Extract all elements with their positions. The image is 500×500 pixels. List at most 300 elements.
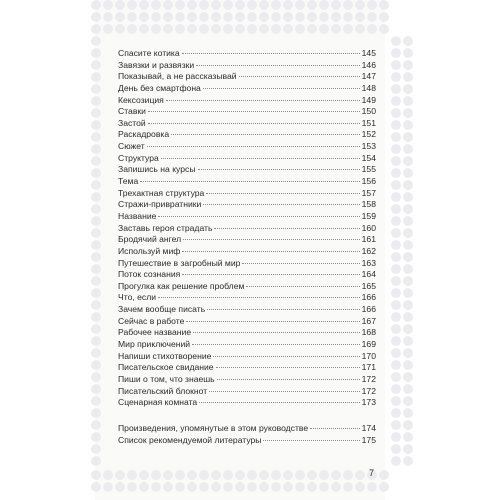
toc-entry	[118, 176, 376, 188]
decorative-dot	[391, 264, 401, 274]
decorative-dot	[403, 396, 413, 406]
toc-dot-leader	[182, 53, 360, 54]
toc-entry-title: Список рекомендуемой литературы	[118, 434, 262, 445]
decorative-dot	[403, 84, 413, 94]
decorative-dot	[331, 0, 341, 10]
decorative-dot	[151, 470, 161, 480]
decorative-dot	[151, 24, 161, 34]
decorative-dot	[91, 348, 101, 358]
decorative-dot	[391, 360, 401, 370]
decorative-dot	[91, 12, 101, 22]
decorative-dot	[91, 470, 101, 480]
decorative-dot	[403, 240, 413, 250]
decorative-dot	[91, 0, 101, 10]
decorative-dot	[199, 482, 209, 492]
decorative-dot	[391, 408, 401, 418]
decorative-dot	[343, 12, 353, 22]
toc-dot-leader	[203, 88, 360, 89]
toc-dot-leader	[196, 65, 359, 66]
decorative-dot	[175, 0, 185, 10]
toc-dot-leader	[193, 332, 360, 333]
decorative-dot	[91, 216, 101, 226]
toc-dot-leader	[192, 344, 360, 345]
decorative-dot	[403, 336, 413, 346]
decorative-dot	[295, 12, 305, 22]
decorative-dot	[391, 276, 401, 286]
decorative-dot	[103, 482, 113, 492]
decorative-dot	[91, 24, 101, 34]
decorative-dot	[91, 180, 101, 190]
decorative-dot	[319, 0, 329, 10]
decorative-dot	[391, 180, 401, 190]
toc-entry-page: 159	[361, 210, 376, 221]
decorative-dot	[283, 0, 293, 10]
toc-entry-page: 156	[361, 176, 376, 187]
decorative-dot	[223, 0, 233, 10]
decorative-dot	[139, 24, 149, 34]
decorative-dot	[103, 12, 113, 22]
decorative-dot	[391, 288, 401, 298]
decorative-dot	[163, 24, 173, 34]
decorative-dot	[283, 12, 293, 22]
decorative-dot	[271, 12, 281, 22]
toc-entry-page: 155	[361, 164, 376, 175]
decorative-dot	[403, 300, 413, 310]
decorative-dot	[403, 276, 413, 286]
decorative-dot	[379, 0, 389, 10]
decorative-dot	[91, 300, 101, 310]
toc-dot-leader	[148, 111, 360, 112]
decorative-dot	[307, 24, 317, 34]
decorative-dot	[127, 12, 137, 22]
toc-dot-leader	[148, 123, 360, 124]
decorative-dot	[91, 420, 101, 430]
toc-dot-leader	[198, 169, 360, 170]
decorative-dot	[175, 470, 185, 480]
decorative-dot	[391, 372, 401, 382]
decorative-dot	[151, 0, 161, 10]
toc-entry-title: Структура	[118, 152, 159, 163]
decorative-dot	[343, 470, 353, 480]
toc-entry-title: Ставки	[118, 106, 146, 117]
decorative-dot	[91, 228, 101, 238]
decorative-dot	[403, 96, 413, 106]
decorative-dot	[247, 470, 257, 480]
decorative-dot	[403, 204, 413, 214]
decorative-dot	[307, 0, 317, 10]
decorative-dot	[403, 228, 413, 238]
toc-entry-page: 163	[361, 257, 376, 268]
decorative-dot	[91, 312, 101, 322]
decorative-dot	[403, 180, 413, 190]
decorative-dot	[91, 204, 101, 214]
toc-entry	[118, 153, 376, 165]
toc-entry-page: 175	[361, 434, 376, 445]
decorative-dot	[403, 132, 413, 142]
decorative-dot	[91, 144, 101, 154]
toc-entry	[118, 129, 376, 141]
decorative-dot	[91, 240, 101, 250]
toc-entry-page: 172	[361, 373, 376, 384]
toc-entry	[118, 164, 376, 176]
decorative-dot	[391, 72, 401, 82]
toc-entry	[118, 234, 376, 246]
decorative-dot	[223, 24, 233, 34]
toc-entry	[118, 60, 376, 72]
toc-entry	[118, 327, 376, 339]
toc-entry-page: 171	[361, 362, 376, 373]
decorative-dot	[127, 0, 137, 10]
decorative-dot	[247, 482, 257, 492]
decorative-dot	[391, 144, 401, 154]
decorative-dot	[391, 120, 401, 130]
decorative-dot	[403, 360, 413, 370]
decorative-dot	[223, 482, 233, 492]
toc-entry-title: Тема	[118, 176, 139, 187]
toc-entry	[118, 339, 376, 351]
decorative-dot	[199, 24, 209, 34]
decorative-dot	[187, 24, 197, 34]
decorative-dot	[391, 456, 401, 466]
decorative-dot	[319, 482, 329, 492]
toc-entry-title: Показывай, а не рассказывай	[118, 71, 237, 82]
decorative-dot	[307, 470, 317, 480]
decorative-dot	[187, 12, 197, 22]
decorative-dot	[403, 288, 413, 298]
toc-entry	[118, 269, 376, 281]
decorative-dot	[127, 24, 137, 34]
decorative-dot	[403, 216, 413, 226]
decorative-dot	[91, 288, 101, 298]
decorative-dot	[235, 0, 245, 10]
toc-entry-title: Что, если	[118, 292, 157, 303]
decorative-dot	[187, 470, 197, 480]
decorative-dot	[223, 470, 233, 480]
toc-dot-leader	[171, 134, 360, 135]
decorative-dot	[199, 12, 209, 22]
decorative-dot	[367, 12, 377, 22]
decorative-dot	[403, 144, 413, 154]
toc-entry	[118, 386, 376, 398]
toc-entry	[118, 374, 376, 386]
toc-entry-page: 152	[361, 129, 376, 140]
toc-dot-leader	[203, 204, 359, 205]
toc-entry	[118, 292, 376, 304]
toc-entry-title: Зачем вообще писать	[118, 304, 206, 315]
decorative-dot	[367, 482, 377, 492]
decorative-dot	[295, 470, 305, 480]
toc-entry-page: 149	[361, 94, 376, 105]
decorative-dot	[391, 240, 401, 250]
decorative-dot	[403, 192, 413, 202]
toc-entry-title: Прогулка как решение проблем	[118, 280, 245, 291]
decorative-dot	[283, 470, 293, 480]
toc-dot-leader	[216, 367, 360, 368]
page-number: 7	[369, 468, 375, 478]
decorative-dot	[235, 482, 245, 492]
decorative-dot	[247, 12, 257, 22]
decorative-dot	[91, 276, 101, 286]
toc-dot-leader	[158, 216, 359, 217]
decorative-dot	[91, 120, 101, 130]
decorative-dot	[283, 482, 293, 492]
toc-dot-leader	[166, 100, 360, 101]
decorative-dot	[367, 0, 377, 10]
decorative-dot	[403, 168, 413, 178]
toc-entry-title: Мир приключений	[118, 339, 191, 350]
toc-dot-leader	[239, 76, 360, 77]
decorative-dot	[187, 0, 197, 10]
toc-entry-page: 164	[361, 269, 376, 280]
toc-entry-title: Произведения, упомянутые в этом руководстве	[118, 422, 309, 433]
toc-entry-title: Кексозиция	[118, 94, 164, 105]
decorative-dot	[115, 12, 125, 22]
toc-dot-leader	[217, 379, 360, 380]
decorative-dot	[391, 84, 401, 94]
decorative-dot	[163, 470, 173, 480]
decorative-dot	[91, 408, 101, 418]
toc-entry-title: Пиши о том, что знаешь	[118, 373, 215, 384]
decorative-dot	[403, 324, 413, 334]
decorative-dot	[391, 432, 401, 442]
toc-entry-title: День без смартфона	[118, 82, 201, 93]
decorative-dot	[139, 0, 149, 10]
toc-entry-page: 161	[361, 234, 376, 245]
decorative-dot	[379, 470, 389, 480]
decorative-dot	[91, 108, 101, 118]
decorative-dot	[91, 156, 101, 166]
decorative-dot	[139, 470, 149, 480]
decorative-dot	[103, 470, 113, 480]
decorative-dot	[403, 432, 413, 442]
decorative-dot	[271, 470, 281, 480]
decorative-dot	[91, 360, 101, 370]
decorative-dot	[403, 72, 413, 82]
decorative-dot	[235, 470, 245, 480]
decorative-dot	[391, 96, 401, 106]
toc-dot-leader	[182, 274, 359, 275]
toc-entry-title: Спасите котика	[118, 48, 180, 58]
toc-entry	[118, 48, 376, 60]
decorative-dot	[91, 372, 101, 382]
toc-entry-page: 151	[361, 117, 376, 128]
toc-entry	[118, 199, 376, 211]
toc-entry	[118, 118, 376, 130]
toc-dot-leader	[186, 321, 359, 322]
decorative-dot	[91, 252, 101, 262]
toc-entry-page: 169	[361, 339, 376, 350]
decorative-dot	[403, 444, 413, 454]
toc-entry	[118, 106, 376, 118]
decorative-dot	[199, 470, 209, 480]
toc-entry-page: 166	[361, 292, 376, 303]
toc-entry-page: 167	[361, 315, 376, 326]
decorative-dot	[223, 12, 233, 22]
decorative-dot	[91, 264, 101, 274]
decorative-dot	[175, 24, 185, 34]
decorative-dot	[91, 444, 101, 454]
decorative-dot	[391, 300, 401, 310]
toc-entry	[118, 188, 376, 200]
toc-dot-leader	[158, 297, 360, 298]
toc-appendix-list	[118, 423, 376, 446]
toc-entry	[118, 435, 376, 447]
toc-entry-title: Поток сознания	[118, 269, 181, 280]
toc-entry-title: Название	[118, 210, 157, 221]
decorative-dot	[331, 470, 341, 480]
decorative-dot	[403, 456, 413, 466]
toc-entry-page: 146	[361, 59, 376, 70]
decorative-dot	[391, 420, 401, 430]
toc-entry-title: Путешествие в загробный мир	[118, 257, 241, 268]
decorative-dot	[91, 36, 101, 46]
decorative-dot	[319, 24, 329, 34]
toc-dot-leader	[199, 402, 359, 403]
decorative-dot	[211, 482, 221, 492]
decorative-dot	[391, 348, 401, 358]
decorative-dot	[91, 72, 101, 82]
decorative-dot	[295, 482, 305, 492]
decorative-dot	[355, 470, 365, 480]
decorative-dot	[403, 408, 413, 418]
decorative-dot	[211, 24, 221, 34]
decorative-dot	[307, 482, 317, 492]
decorative-dot	[391, 384, 401, 394]
toc-entry	[118, 304, 376, 316]
toc-entry-title: Стражи-привратники	[118, 199, 202, 210]
toc-dot-leader	[209, 391, 359, 392]
toc-main-list	[118, 48, 376, 409]
decorative-dot	[355, 482, 365, 492]
toc-entry-page: 150	[361, 106, 376, 117]
toc-entry	[118, 397, 376, 409]
decorative-dot	[391, 192, 401, 202]
decorative-dot	[391, 216, 401, 226]
toc-entry	[118, 95, 376, 107]
decorative-dot	[403, 120, 413, 130]
toc-entry-title: Завязки и развязки	[118, 59, 195, 70]
decorative-dot	[91, 60, 101, 70]
decorative-dot	[187, 482, 197, 492]
toc-dot-leader	[310, 428, 360, 429]
decorative-dot	[271, 0, 281, 10]
decorative-dot	[163, 0, 173, 10]
decorative-dot	[343, 0, 353, 10]
toc-entry	[118, 141, 376, 153]
decorative-dot	[259, 24, 269, 34]
decorative-dot	[259, 482, 269, 492]
decorative-dot	[271, 24, 281, 34]
toc-section-gap	[118, 409, 376, 423]
toc-entry-page: 148	[361, 82, 376, 93]
toc-dot-leader	[182, 251, 359, 252]
toc-entry-page: 170	[361, 350, 376, 361]
decorative-dot	[271, 482, 281, 492]
decorative-dot	[295, 0, 305, 10]
decorative-dot	[163, 482, 173, 492]
toc-dot-leader	[246, 286, 359, 287]
decorative-dot	[91, 192, 101, 202]
decorative-dot	[91, 168, 101, 178]
decorative-dot	[307, 12, 317, 22]
decorative-dot	[391, 324, 401, 334]
toc-entry-title: Трехактная структура	[118, 187, 205, 198]
toc-entry	[118, 246, 376, 258]
toc-entry-page: 145	[361, 48, 376, 58]
toc-entry-title: Используй миф	[118, 245, 181, 256]
decorative-dot	[391, 396, 401, 406]
toc-entry	[118, 281, 376, 293]
decorative-dot	[403, 36, 413, 46]
decorative-dot	[91, 384, 101, 394]
table-of-contents	[118, 48, 376, 446]
decorative-dot	[127, 482, 137, 492]
toc-entry	[118, 223, 376, 235]
toc-entry-page: 165	[361, 280, 376, 291]
decorative-dot	[331, 12, 341, 22]
toc-entry-title: Бродячий ангел	[118, 234, 182, 245]
toc-entry-title: Напиши стихотворение	[118, 350, 212, 361]
toc-entry-page: 157	[361, 187, 376, 198]
decorative-dot	[91, 132, 101, 142]
toc-dot-leader	[214, 228, 359, 229]
decorative-dot	[115, 0, 125, 10]
toc-dot-leader	[183, 239, 360, 240]
toc-dot-leader	[213, 356, 359, 357]
decorative-dot	[175, 12, 185, 22]
toc-entry-page: 160	[361, 222, 376, 233]
toc-entry	[118, 83, 376, 95]
toc-dot-leader	[161, 158, 360, 159]
decorative-dot	[211, 0, 221, 10]
toc-dot-leader	[242, 263, 359, 264]
decorative-dot	[211, 12, 221, 22]
decorative-dot	[403, 372, 413, 382]
decorative-dot	[403, 48, 413, 58]
toc-entry	[118, 316, 376, 328]
toc-dot-leader	[206, 193, 359, 194]
decorative-dot	[103, 0, 113, 10]
decorative-dot	[175, 482, 185, 492]
decorative-dot	[259, 0, 269, 10]
decorative-dot	[403, 156, 413, 166]
decorative-dot	[391, 204, 401, 214]
decorative-dot	[259, 12, 269, 22]
decorative-dot	[127, 470, 137, 480]
decorative-dot	[139, 12, 149, 22]
decorative-dot	[391, 312, 401, 322]
decorative-dot	[391, 252, 401, 262]
toc-entry-title: Заставь героя страдать	[118, 222, 213, 233]
decorative-dot	[391, 336, 401, 346]
decorative-dot	[235, 24, 245, 34]
decorative-dot	[379, 24, 389, 34]
decorative-dot	[139, 482, 149, 492]
decorative-dot	[391, 228, 401, 238]
toc-dot-leader	[140, 181, 359, 182]
toc-entry-title: Рабочее название	[118, 327, 192, 338]
decorative-dot	[319, 470, 329, 480]
decorative-dot	[367, 24, 377, 34]
toc-entry-page: 174	[361, 422, 376, 433]
decorative-dot	[391, 108, 401, 118]
decorative-dot	[115, 482, 125, 492]
decorative-dot	[331, 482, 341, 492]
decorative-dot	[355, 0, 365, 10]
toc-entry	[118, 211, 376, 223]
toc-entry-title: Сценарная комната	[118, 397, 198, 408]
decorative-dot	[319, 12, 329, 22]
